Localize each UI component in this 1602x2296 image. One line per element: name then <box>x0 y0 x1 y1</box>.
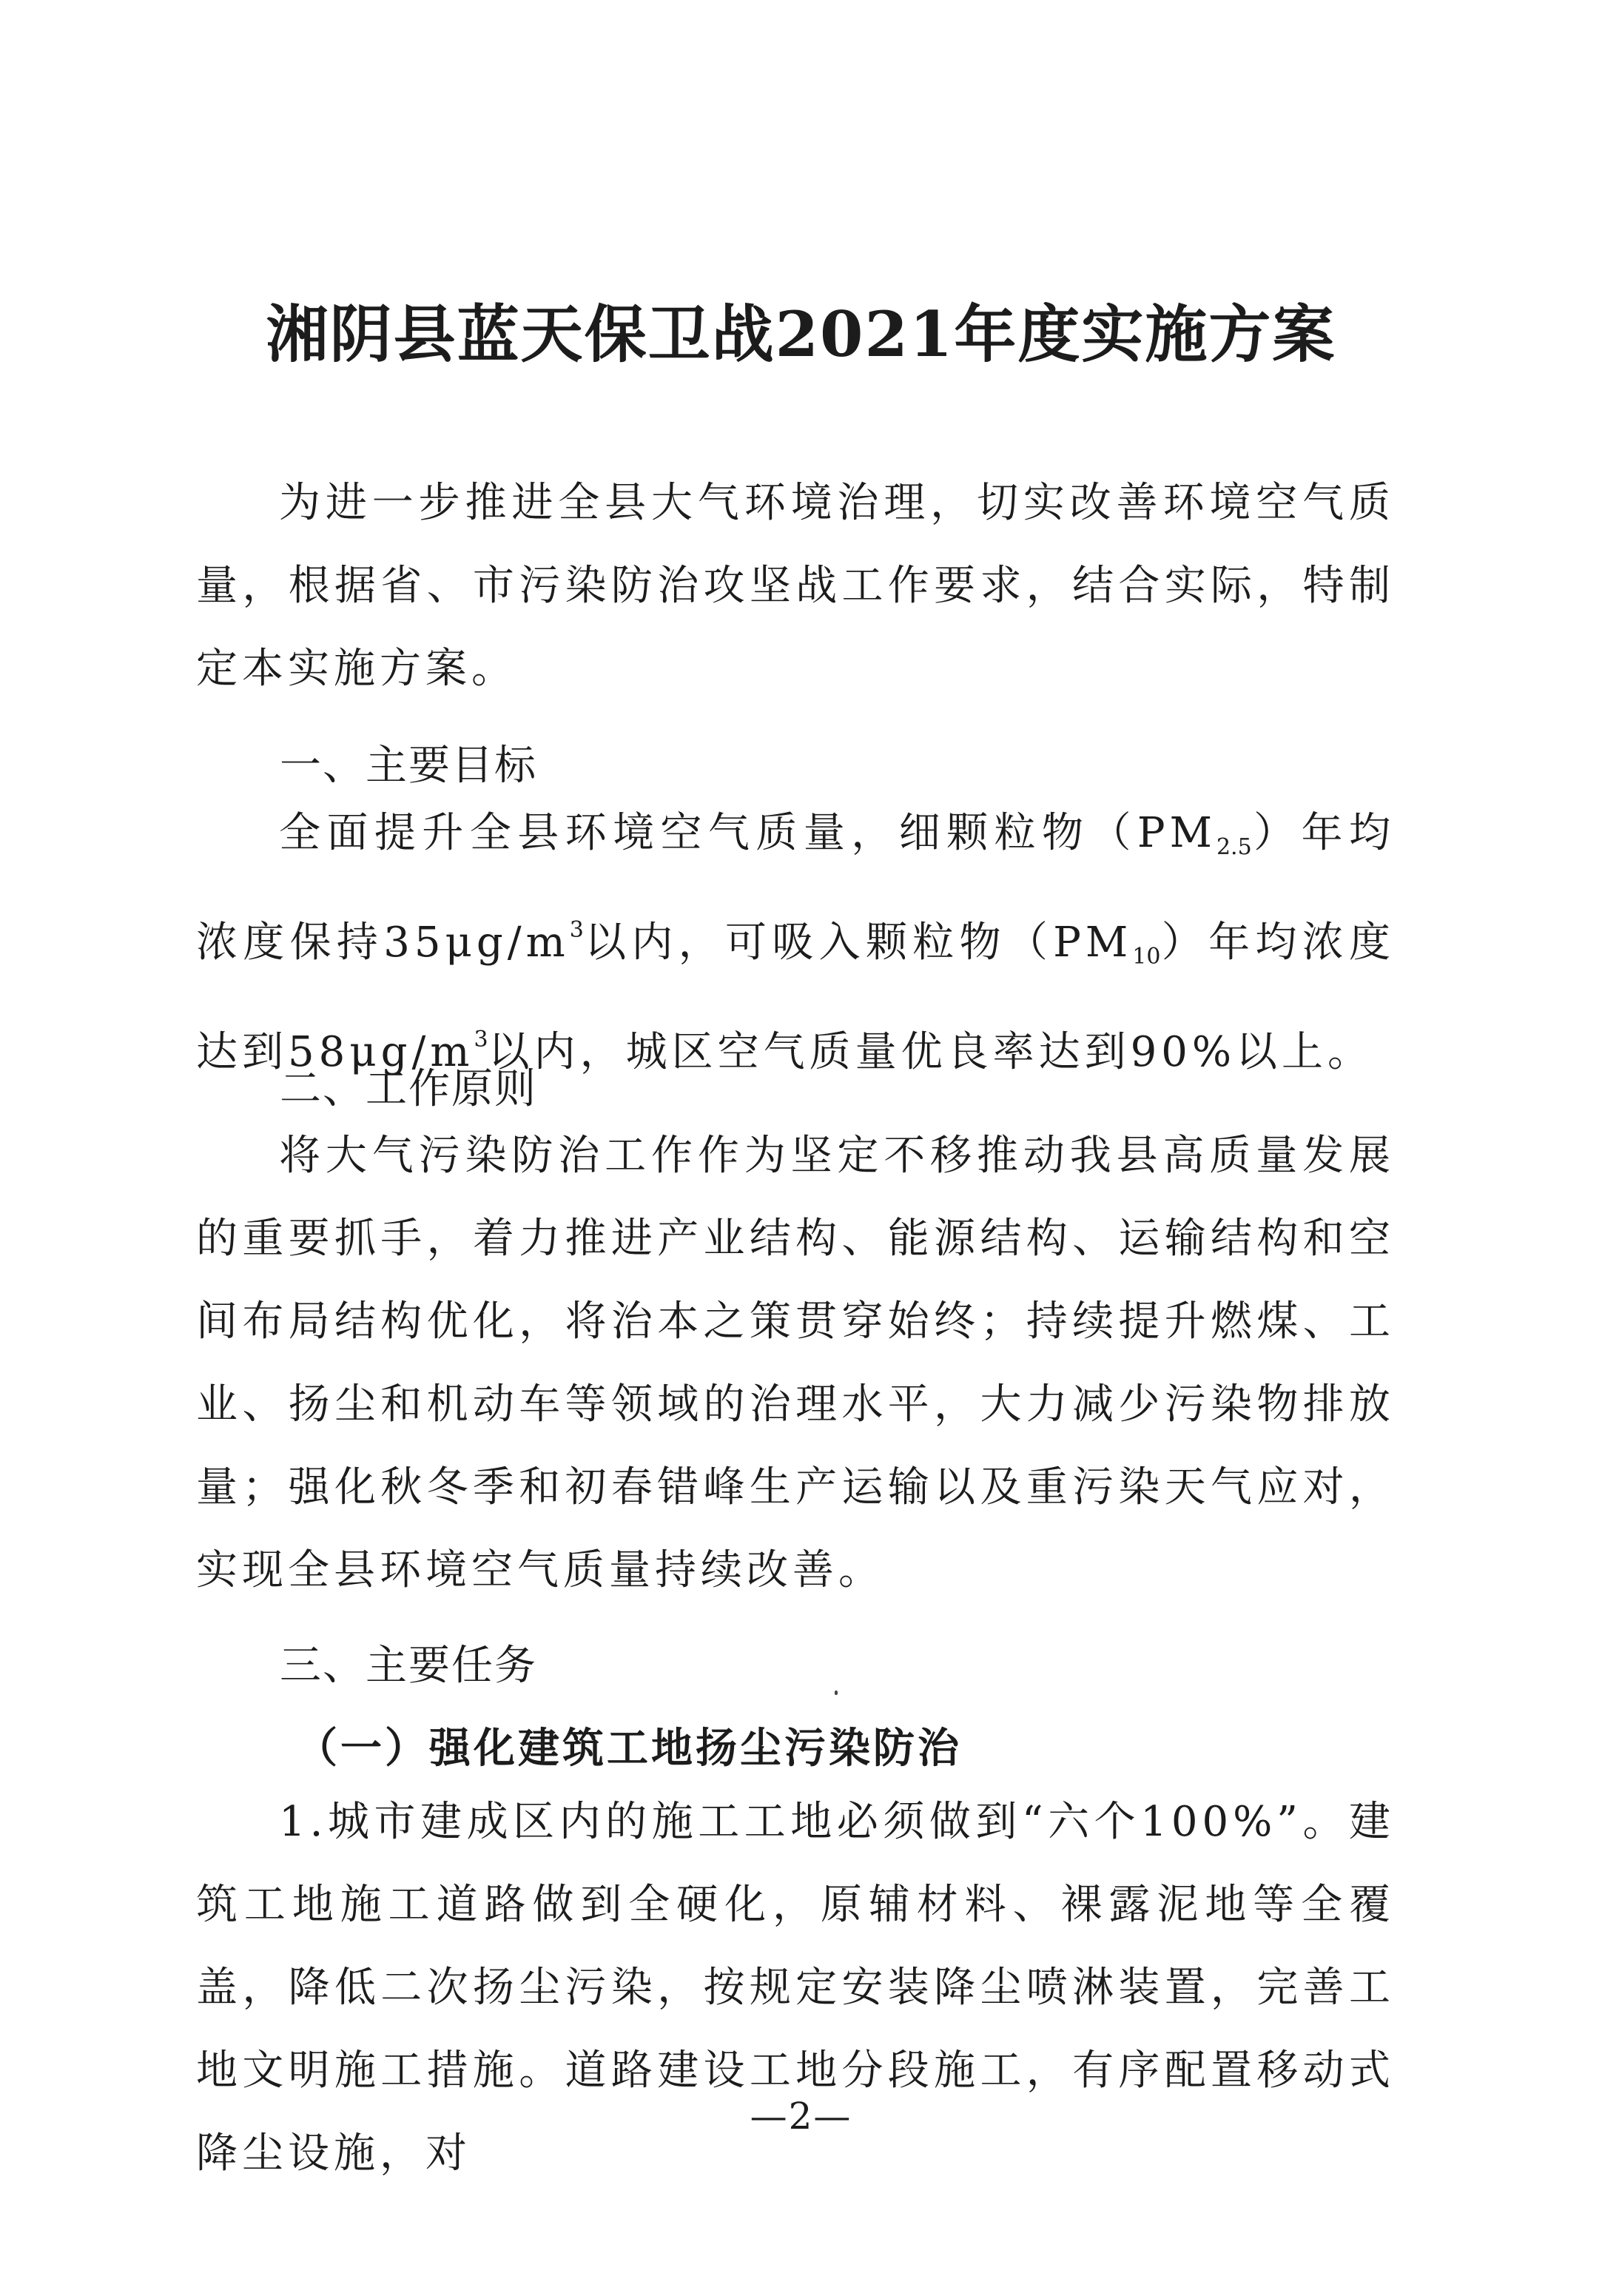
pm25-subscript: 2.5 <box>1216 834 1252 860</box>
unit-superscript-2: 3 <box>474 1027 488 1053</box>
intro-paragraph: 为进一步推进全县大气环境治理，切实改善环境空气质量，根据省、市污染防治攻坚战工作要求，结合实际，特制定本实施方案。 <box>196 479 1395 693</box>
document-title: 湘阴县蓝天保卫战2021年度实施方案 <box>266 298 1336 371</box>
section1-text-c: 以内，可吸入颗粒物（PM <box>583 919 1133 967</box>
section3-item1-paragraph: 1.城市建成区内的施工工地必须做到“六个100%”。建筑工地施工道路做到全硬化，原辅材料、裸露泥地等全覆盖，降低二次扬尘污染，按规定安装降尘喷淋装置，完善工地文明施工措施。道路建设工地分段施工，有序配置移动式降尘设施，对 <box>196 1798 1395 2178</box>
unit-superscript-1: 3 <box>569 917 584 943</box>
section3-heading: 三、主要任务 <box>280 1642 537 1690</box>
section1-heading: 一、主要目标 <box>280 742 537 790</box>
section1-text-d: ）年均浓度达到58μg/m <box>196 919 1396 1076</box>
section1-text-e: 以内，城区空气质量优良率达到90%以上。 <box>488 1028 1374 1076</box>
section1-block <box>196 792 1395 1094</box>
section1-paragraph <box>196 792 1395 1094</box>
page-number: —2— <box>750 2095 852 2138</box>
section1-text-a: 全面提升全县环境空气质量，细颗粒物（PM <box>279 809 1216 857</box>
scan-speck <box>835 1691 838 1695</box>
section3-sub1-heading: （一）强化建筑工地扬尘污染防治 <box>296 1724 962 1773</box>
pm10-subscript: 10 <box>1132 944 1161 970</box>
section2-heading: 二、工作原则 <box>280 1065 537 1113</box>
section2-paragraph: 将大气污染防治工作作为坚定不移推动我县高质量发展的重要抓手，着力推进产业结构、能源结构、运输结构和空间布局结构优化，将治本之策贯穿始终；持续提升燃煤、工业、扬尘和机动车等领域的治理水平，大力减少污染物排放量；强化秋冬季和初春错峰生产运输以及重污染天气应对，实现全县环境空气质量持续改善。 <box>196 1132 1395 1594</box>
section1-text-b: ）年均浓度保持35μg/m <box>196 809 1395 967</box>
intro-block <box>196 462 1395 711</box>
section2-block <box>196 1115 1395 1612</box>
